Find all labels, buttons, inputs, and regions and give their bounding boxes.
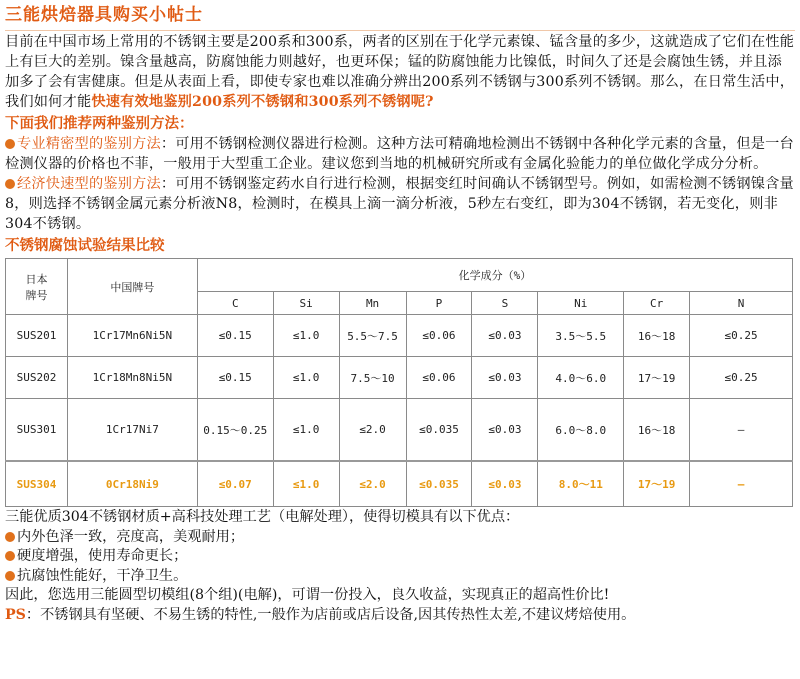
header-element: P (406, 292, 472, 315)
intro-text: 目前在中国市场上常用的不锈钢主要是200系和300系，两者的区别在于化学元素镍、锰含量的多少，这就造成了它们在性能上有巨大的差别。镍含量越高，防腐蚀能力则越好，也更环保；锰的防腐蚀能力比镍低，时间久了还是会腐蚀生锈，并且添加多了会有害健康。但是从表面上看，即使专家也难以准确分辨出200系列不锈钢与300系列不锈钢。那么，在日常生活中，我们如何才能 (5, 34, 795, 110)
cell-value: ≤0.03 (472, 399, 538, 462)
cell-value: 8.0～11 (538, 461, 624, 507)
header-chemical-composition: 化学成分（%） (197, 259, 792, 292)
cell-value: 5.5～7.5 (339, 315, 406, 357)
cell-value: ≤0.035 (406, 461, 472, 507)
method-text: ：可用不锈钢检测仪器进行检测。这种方法可精确地检测出不锈钢中各种化学元素的含量，但是一台检测仪器的价格也不菲，一般用于大型重工企业。建议您到当地的机械研究所或有金属化验能力的单位做化学成分分析。 (5, 136, 794, 172)
method-professional (5, 134, 795, 174)
cell-value: — (690, 461, 793, 507)
header-element: N (690, 292, 793, 315)
cell-value: ≤1.0 (273, 461, 339, 507)
cell-value: — (690, 399, 793, 462)
table-row (6, 357, 793, 399)
cell-value: ≤0.035 (406, 399, 472, 462)
method-name: 经济快速型的鉴别方法 (17, 176, 161, 192)
cell-cn-grade: 0Cr18Ni9 (67, 461, 197, 507)
page-title: 三能烘焙器具购买小帖士 (5, 0, 795, 31)
cell-value: 6.0～8.0 (538, 399, 624, 462)
advantage-text: 内外色泽一致，亮度高，美观耐用； (17, 528, 245, 545)
cell-value: 16～18 (624, 315, 690, 357)
header-element: Ni (538, 292, 624, 315)
advantage-text: 硬度增强，使用寿命更长； (17, 548, 188, 565)
cell-value: ≤0.03 (472, 461, 538, 507)
cell-value: ≤0.06 (406, 315, 472, 357)
header-element: C (197, 292, 273, 315)
table-heading: 不锈钢腐蚀试验结果比较 (5, 237, 165, 254)
cell-value: 0.15～0.25 (197, 399, 273, 462)
bullet-dot-icon (5, 551, 15, 561)
cell-value: 7.5～10 (339, 357, 406, 399)
header-element: Mn (339, 292, 406, 315)
cell-jp-grade: SUS304 (6, 461, 68, 507)
advantages-intro: 三能优质304不锈钢材质+高科技处理工艺（电解处理），使得切模具有以下优点： (5, 509, 520, 525)
table-row (6, 399, 793, 462)
ps-note (5, 606, 795, 626)
advantage-item (5, 567, 795, 587)
method-name: 专业精密型的鉴别方法 (17, 136, 161, 152)
cell-value: ≤0.25 (690, 357, 793, 399)
bullet-dot-icon (5, 571, 15, 581)
cell-value: ≤0.03 (472, 357, 538, 399)
method-economic (5, 174, 795, 234)
conclusion: 因此，您选用三能圆型切模组(8个组)(电解)，可谓一份投入，良久收益，实现真正的超高性价比! (5, 587, 610, 604)
bullet-dot-icon (5, 139, 15, 149)
table-row-highlighted (6, 461, 793, 507)
cell-value: ≤0.03 (472, 315, 538, 357)
corrosion-comparison-table (5, 258, 793, 507)
header-japan-grade: 日本 牌号 (6, 259, 68, 315)
intro-paragraph (5, 32, 795, 112)
bullet-dot-icon (5, 532, 15, 542)
cell-value: ≤2.0 (339, 461, 406, 507)
cell-cn-grade: 1Cr17Ni7 (67, 399, 197, 462)
intro-highlight: 快速有效地鉴别200系列不锈钢和300系列不锈钢呢? (91, 94, 434, 110)
header-element: Cr (624, 292, 690, 315)
cell-value: 17～19 (624, 357, 690, 399)
advantage-text: 抗腐蚀性能好，干净卫生。 (17, 567, 188, 584)
header-element: S (472, 292, 538, 315)
cell-value: ≤0.15 (197, 315, 273, 357)
cell-jp-grade: SUS201 (6, 315, 68, 357)
cell-value: ≤0.06 (406, 357, 472, 399)
advantage-item (5, 547, 795, 567)
cell-value: 3.5～5.5 (538, 315, 624, 357)
cell-value: ≤0.25 (690, 315, 793, 357)
cell-jp-grade: SUS301 (6, 399, 68, 462)
methods-heading: 下面我们推荐两种鉴别方法： (5, 115, 194, 132)
cell-cn-grade: 1Cr18Mn8Ni5N (67, 357, 197, 399)
cell-value: ≤1.0 (273, 357, 339, 399)
cell-value: ≤0.15 (197, 357, 273, 399)
cell-jp-grade: SUS202 (6, 357, 68, 399)
cell-value: ≤2.0 (339, 399, 406, 462)
cell-value: ≤0.07 (197, 461, 273, 507)
cell-cn-grade: 1Cr17Mn6Ni5N (67, 315, 197, 357)
header-china-grade: 中国牌号 (67, 259, 197, 315)
advantage-item (5, 528, 795, 548)
bullet-dot-icon (5, 179, 15, 189)
cell-value: 16～18 (624, 399, 690, 462)
cell-value: ≤1.0 (273, 315, 339, 357)
cell-value: 4.0～6.0 (538, 357, 624, 399)
table-row (6, 315, 793, 357)
ps-label: PS (5, 606, 26, 623)
cell-value: ≤1.0 (273, 399, 339, 462)
tips-document (5, 0, 795, 626)
method-text: ：可用不锈钢鉴定药水自行进行检测，根据变红时间确认不锈钢型号。例如，如需检测不锈钢镍含量8，则选择不锈钢金属元素分析液N8，检测时，在模具上滴一滴分析液，5秒左右变红，即为304不锈钢，若无变化，则非304不锈钢。 (5, 176, 794, 232)
header-element: Si (273, 292, 339, 315)
cell-value: 17～19 (624, 461, 690, 507)
ps-text: ：不锈钢具有坚硬、不易生锈的特性,一般作为店前或店后设备,因其传热性太差,不建议烤焙使用。 (25, 606, 636, 623)
